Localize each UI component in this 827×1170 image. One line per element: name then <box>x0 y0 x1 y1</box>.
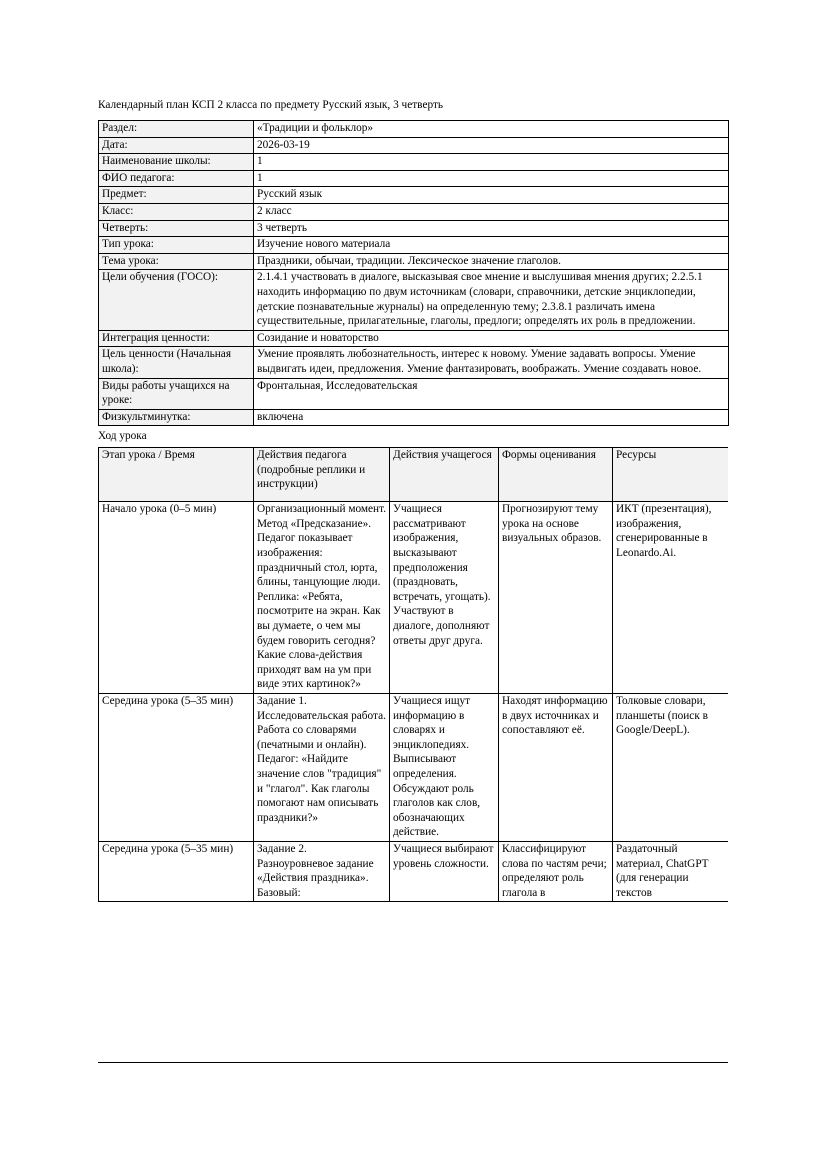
meta-label-work-types: Виды работы учащихся на уроке: <box>99 378 254 409</box>
cell-resources: Раздаточный материал, ChatGPT (для генерации текстов <box>613 841 729 901</box>
meta-label-physical-break: Физкультминутка: <box>99 409 254 426</box>
meta-value-physical-break: включена <box>254 409 729 426</box>
table-row <box>99 330 729 347</box>
meta-label-razdel: Раздел: <box>99 121 254 138</box>
column-header-resources: Ресурсы <box>613 448 729 502</box>
meta-value-razdel: «Традиции и фольклор» <box>254 121 729 138</box>
cell-student-actions: Учащиеся ищут информацию в словарях и энциклопедиях. Выписывают определения. Обсуждают роль глаголов как слов, обозначающих действие. <box>390 694 499 842</box>
meta-value-lesson-topic: Праздники, обычаи, традиции. Лексическое значение глаголов. <box>254 253 729 270</box>
meta-value-school: 1 <box>254 154 729 171</box>
cell-assessment: Прогнозируют тему урока на основе визуальных образов. <box>499 502 613 694</box>
page-title: Календарный план КСП 2 класса по предмету Русский язык, 3 четверть <box>98 99 444 111</box>
meta-value-quarter: 3 четверть <box>254 220 729 237</box>
column-header-student-actions: Действия учащегося <box>390 448 499 502</box>
table-row <box>99 220 729 237</box>
meta-label-objectives: Цели обучения (ГОСО): <box>99 270 254 330</box>
cell-student-actions: Учащиеся выбирают уровень сложности. <box>390 841 499 901</box>
meta-value-lesson-type: Изучение нового материала <box>254 237 729 254</box>
table-row <box>99 409 729 426</box>
cell-stage: Середина урока (5–35 мин) <box>99 841 254 901</box>
page-content <box>98 98 728 1063</box>
table-row <box>99 237 729 254</box>
metadata-table-body <box>99 121 729 426</box>
table-row <box>99 137 729 154</box>
lesson-metadata-table <box>98 120 729 426</box>
meta-label-subject: Предмет: <box>99 187 254 204</box>
table-row <box>99 121 729 138</box>
cell-assessment: Классифицируют слова по частям речи; определяют роль глагола в <box>499 841 613 901</box>
meta-value-objectives: 2.1.4.1 участвовать в диалоге, высказывая свое мнение и выслушивая мнения других; 2.2.5.1 находить информацию по двум источникам (словари, справочники, детские энциклопедии, детские познавательные журналы) на определенную тему; 2.3.8.1 различать имена существительные, прилагательные, глаголы, предлоги; определять их роль в предложении. <box>254 270 729 330</box>
meta-value-value-goal: Умение проявлять любознательность, интерес к новому. Умение задавать вопросы. Умение выдвигать идеи, предложения. Умение фантазировать, воображать. Умение создавать новое. <box>254 347 729 378</box>
meta-label-quarter: Четверть: <box>99 220 254 237</box>
column-header-stage: Этап урока / Время <box>99 448 254 502</box>
lesson-flow-table <box>98 447 728 902</box>
meta-label-school: Наименование школы: <box>99 154 254 171</box>
meta-label-teacher: ФИО педагога: <box>99 170 254 187</box>
meta-label-grade: Класс: <box>99 203 254 220</box>
table-row <box>99 378 729 409</box>
meta-value-data: 2026-03-19 <box>254 137 729 154</box>
table-row <box>99 253 729 270</box>
cell-teacher-actions: Организационный момент. Метод «Предсказание». Педагог показывает изображения: праздничный стол, юрта, блины, танцующие люди. Реплика: «Ребята, посмотрите на экран. Как вы думаете, о чем мы будем говорить сегодня? Какие слова-действия приходят вам на ум при виде этих картинок?» <box>254 502 390 694</box>
lesson-flow-table-body <box>99 502 729 902</box>
meta-value-grade: 2 класс <box>254 203 729 220</box>
section-heading-lesson-flow: Ход урока <box>98 430 147 443</box>
column-header-teacher-actions: Действия педагога (подробные реплики и инструкции) <box>254 448 390 502</box>
meta-value-teacher: 1 <box>254 170 729 187</box>
lesson-flow-table-wrapper <box>98 447 728 1063</box>
table-row <box>99 154 729 171</box>
cell-teacher-actions: Задание 1. Исследовательская работа. Работа со словарями (печатными и онлайн). Педагог: «Найдите значение слов "традиция" и "глагол". Как глаголы помогают нам описывать праздники?» <box>254 694 390 842</box>
table-row <box>99 170 729 187</box>
meta-value-value-integration: Созидание и новаторство <box>254 330 729 347</box>
cell-resources: ИКТ (презентация), изображения, сгенерированные в Leonardo.Ai. <box>613 502 729 694</box>
table-row <box>99 841 729 901</box>
table-row <box>99 270 729 330</box>
cell-stage: Начало урока (0–5 мин) <box>99 502 254 694</box>
meta-label-lesson-topic: Тема урока: <box>99 253 254 270</box>
cell-stage: Середина урока (5–35 мин) <box>99 694 254 842</box>
lesson-flow-table-head <box>99 448 729 502</box>
meta-label-value-integration: Интеграция ценности: <box>99 330 254 347</box>
meta-value-subject: Русский язык <box>254 187 729 204</box>
cell-assessment: Находят информацию в двух источниках и сопоставляют её. <box>499 694 613 842</box>
table-header-row <box>99 448 729 502</box>
table-row <box>99 187 729 204</box>
cell-resources: Толковые словари, планшеты (поиск в Google/DeepL). <box>613 694 729 842</box>
cell-student-actions: Учащиеся рассматривают изображения, высказывают предположения (праздновать, встречать, угощать). Участвуют в диалоге, дополняют ответы друг друга. <box>390 502 499 694</box>
meta-label-value-goal: Цель ценности (Начальная школа): <box>99 347 254 378</box>
table-row <box>99 347 729 378</box>
meta-label-data: Дата: <box>99 137 254 154</box>
table-row <box>99 502 729 694</box>
table-row <box>99 203 729 220</box>
cell-teacher-actions: Задание 2. Разноуровневое задание «Действия праздника». Базовый: <box>254 841 390 901</box>
meta-label-lesson-type: Тип урока: <box>99 237 254 254</box>
column-header-assessment: Формы оценивания <box>499 448 613 502</box>
table-row <box>99 694 729 842</box>
meta-value-work-types: Фронтальная, Исследовательская <box>254 378 729 409</box>
